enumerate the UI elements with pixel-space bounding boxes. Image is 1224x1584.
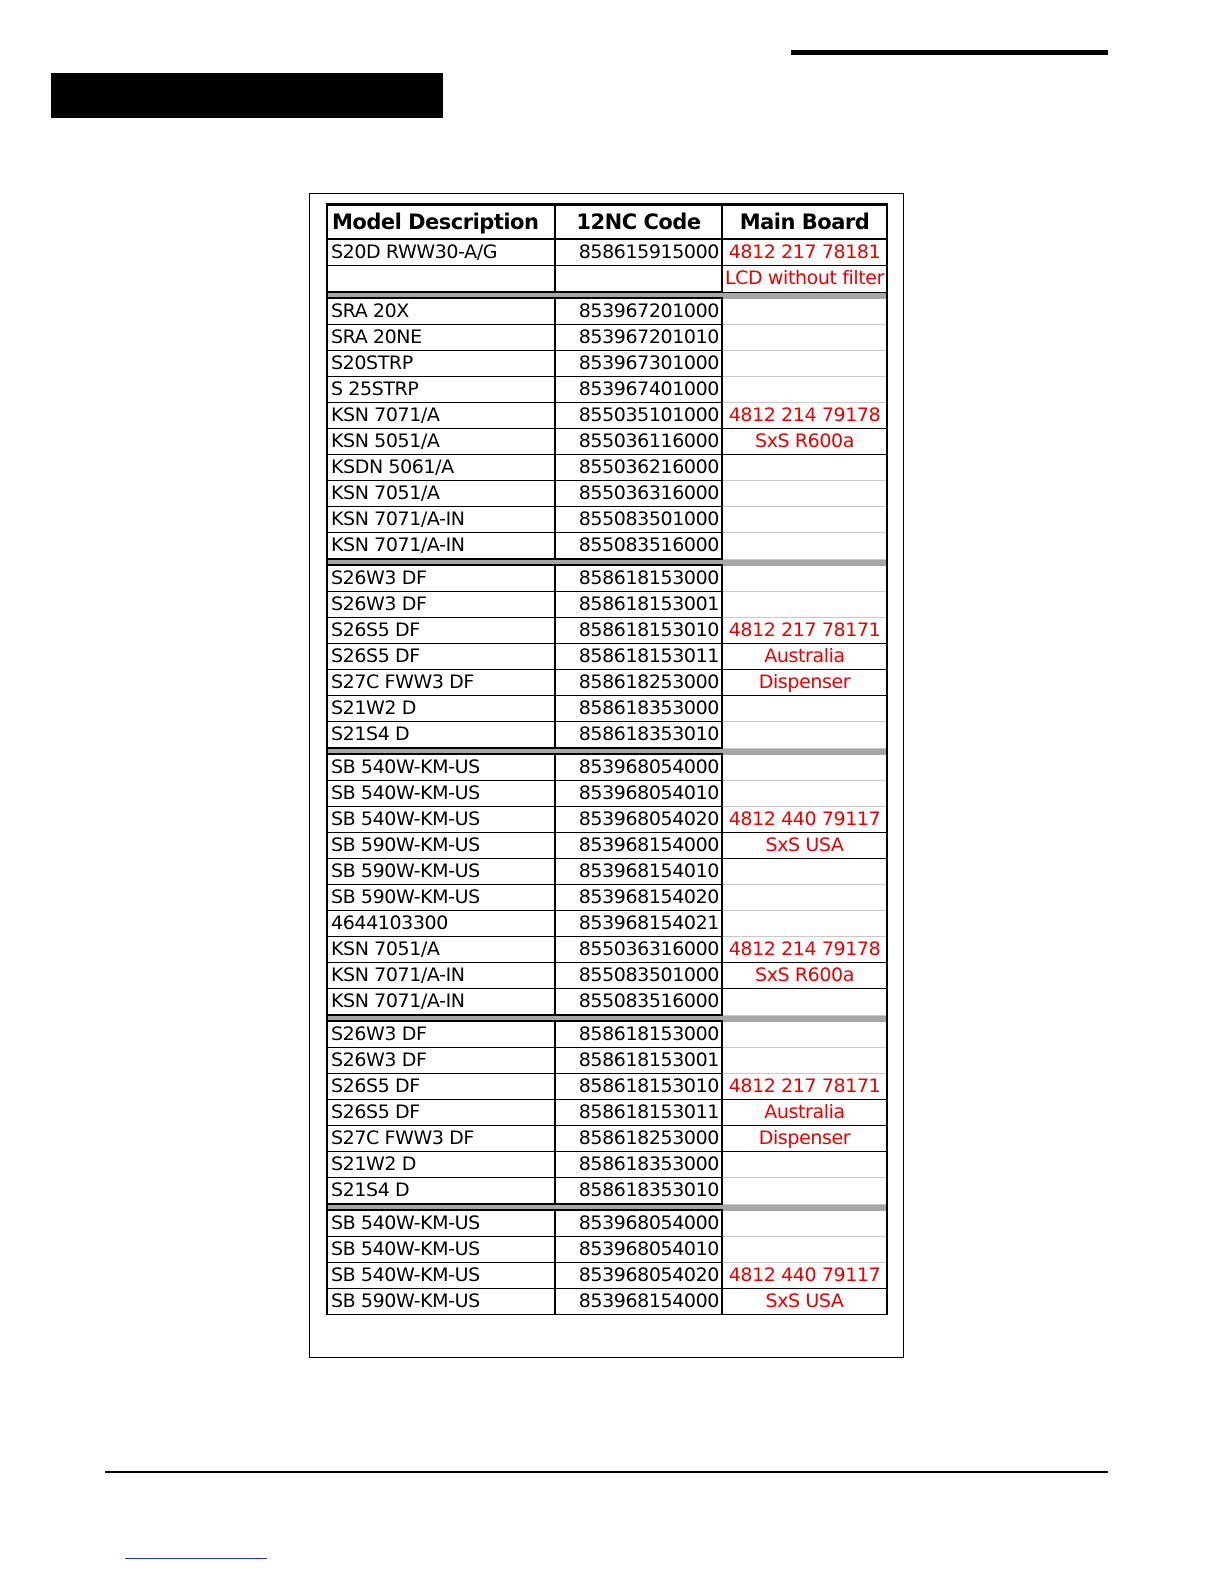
header-black-bar <box>51 73 443 118</box>
table-row <box>327 911 887 937</box>
table-row <box>327 963 887 989</box>
model-description-cell: S26W3 DF <box>327 565 555 592</box>
12nc-code-cell: 855083501000 <box>555 963 722 989</box>
main-board-cell: LCD without filter <box>722 266 887 293</box>
model-description-cell: S21S4 D <box>327 722 555 749</box>
model-description-cell: S 25STRP <box>327 377 555 403</box>
table-row <box>327 1152 887 1178</box>
model-description-cell: KSN 7071/A-IN <box>327 989 555 1016</box>
table-row <box>327 989 887 1016</box>
main-board-cell <box>722 1048 887 1074</box>
header-rule <box>791 50 1108 55</box>
table-row <box>327 507 887 533</box>
parts-table <box>326 203 888 1315</box>
main-board-cell <box>722 298 887 325</box>
main-board-cell <box>722 1237 887 1263</box>
12nc-code-cell: 858618153010 <box>555 618 722 644</box>
12nc-code-cell: 853968054010 <box>555 781 722 807</box>
table-row <box>327 1074 887 1100</box>
main-board-cell: 4812 217 78171 <box>722 1074 887 1100</box>
12nc-code-cell: 858618353000 <box>555 696 722 722</box>
12nc-code-cell: 858618153011 <box>555 644 722 670</box>
12nc-code-cell: 855083501000 <box>555 507 722 533</box>
main-board-cell: 4812 214 79178 <box>722 937 887 963</box>
model-description-cell: S20STRP <box>327 351 555 377</box>
12nc-code-cell: 858618253000 <box>555 1126 722 1152</box>
main-board-cell <box>722 696 887 722</box>
table-row <box>327 455 887 481</box>
main-board-cell <box>722 592 887 618</box>
table-row <box>327 781 887 807</box>
12nc-code-cell: 853968154021 <box>555 911 722 937</box>
table-row <box>327 1021 887 1048</box>
12nc-code-cell: 853967201010 <box>555 325 722 351</box>
table-row <box>327 1048 887 1074</box>
table-row <box>327 885 887 911</box>
model-description-cell: KSN 7071/A-IN <box>327 533 555 560</box>
main-board-cell <box>722 351 887 377</box>
12nc-code-cell: 855035101000 <box>555 403 722 429</box>
model-description-cell: S21S4 D <box>327 1178 555 1205</box>
main-board-cell <box>722 455 887 481</box>
12nc-code-cell: 853967301000 <box>555 351 722 377</box>
table-row <box>327 325 887 351</box>
footer-link-underline <box>125 1558 267 1559</box>
header-main-board: Main Board <box>722 205 887 240</box>
main-board-cell <box>722 377 887 403</box>
table-row <box>327 565 887 592</box>
12nc-code-cell: 858618153000 <box>555 1021 722 1048</box>
table-row <box>327 670 887 696</box>
main-board-cell <box>722 1178 887 1205</box>
table-row <box>327 754 887 781</box>
table-row <box>327 1100 887 1126</box>
table-row <box>327 239 887 266</box>
table-row <box>327 533 887 560</box>
model-description-cell: SB 540W-KM-US <box>327 807 555 833</box>
12nc-code-cell: 853968054020 <box>555 807 722 833</box>
model-description-cell: S27C FWW3 DF <box>327 1126 555 1152</box>
main-board-cell <box>722 481 887 507</box>
main-board-cell: SxS R600a <box>722 963 887 989</box>
12nc-code-cell: 855083516000 <box>555 989 722 1016</box>
model-description-cell: S26S5 DF <box>327 644 555 670</box>
model-description-cell: SB 590W-KM-US <box>327 859 555 885</box>
table-row <box>327 1210 887 1237</box>
12nc-code-cell: 858618153001 <box>555 592 722 618</box>
main-board-cell <box>722 754 887 781</box>
parts-table-body <box>327 239 887 1315</box>
model-description-cell: KSN 7051/A <box>327 937 555 963</box>
model-description-cell: SB 540W-KM-US <box>327 1263 555 1289</box>
main-board-cell <box>722 781 887 807</box>
table-row <box>327 298 887 325</box>
12nc-code-cell: 853967201000 <box>555 298 722 325</box>
main-board-cell: Dispenser <box>722 1126 887 1152</box>
12nc-code-cell: 855036316000 <box>555 481 722 507</box>
table-row <box>327 644 887 670</box>
table-row <box>327 481 887 507</box>
12nc-code-cell: 853968054000 <box>555 754 722 781</box>
main-board-cell <box>722 565 887 592</box>
model-description-cell: KSN 7051/A <box>327 481 555 507</box>
main-board-cell: Australia <box>722 1100 887 1126</box>
model-description-cell: SB 590W-KM-US <box>327 1289 555 1315</box>
model-description-cell: S27C FWW3 DF <box>327 670 555 696</box>
main-board-cell <box>722 507 887 533</box>
12nc-code-cell: 858618153001 <box>555 1048 722 1074</box>
12nc-code-cell: 858618153010 <box>555 1074 722 1100</box>
12nc-code-cell: 858615915000 <box>555 239 722 266</box>
main-board-cell: 4812 440 79117 <box>722 807 887 833</box>
table-row <box>327 618 887 644</box>
model-description-cell: KSN 7071/A-IN <box>327 507 555 533</box>
model-description-cell: KSN 7071/A-IN <box>327 963 555 989</box>
12nc-code-cell: 853968154000 <box>555 833 722 859</box>
model-description-cell: 4644103300 <box>327 911 555 937</box>
12nc-code-cell: 853968054010 <box>555 1237 722 1263</box>
table-row <box>327 592 887 618</box>
table-row <box>327 1289 887 1315</box>
main-board-cell: Australia <box>722 644 887 670</box>
12nc-code-cell: 858618353010 <box>555 722 722 749</box>
12nc-code-cell: 858618253000 <box>555 670 722 696</box>
model-description-cell: S26W3 DF <box>327 1021 555 1048</box>
main-board-cell <box>722 1152 887 1178</box>
model-description-cell: SRA 20X <box>327 298 555 325</box>
model-description-cell: SRA 20NE <box>327 325 555 351</box>
12nc-code-cell: 853968154020 <box>555 885 722 911</box>
table-header-row <box>327 205 887 240</box>
model-description-cell: S26S5 DF <box>327 1074 555 1100</box>
model-description-cell: S26S5 DF <box>327 1100 555 1126</box>
table-row <box>327 403 887 429</box>
table-row <box>327 696 887 722</box>
main-board-cell <box>722 859 887 885</box>
model-description-cell: S26S5 DF <box>327 618 555 644</box>
table-row <box>327 722 887 749</box>
footer-rule <box>105 1471 1108 1473</box>
model-description-cell: KSN 7071/A <box>327 403 555 429</box>
table-row <box>327 266 887 293</box>
12nc-code-cell: 858618353000 <box>555 1152 722 1178</box>
12nc-code-cell: 858618153000 <box>555 565 722 592</box>
main-board-cell <box>722 533 887 560</box>
12nc-code-cell: 853968154010 <box>555 859 722 885</box>
main-board-cell <box>722 885 887 911</box>
table-row <box>327 1237 887 1263</box>
12nc-code-cell: 853967401000 <box>555 377 722 403</box>
model-description-cell: S26W3 DF <box>327 1048 555 1074</box>
table-row <box>327 1263 887 1289</box>
main-board-cell: 4812 214 79178 <box>722 403 887 429</box>
12nc-code-cell: 853968054020 <box>555 1263 722 1289</box>
table-row <box>327 1178 887 1205</box>
main-board-cell: SxS USA <box>722 1289 887 1315</box>
main-board-cell <box>722 911 887 937</box>
main-board-cell: 4812 217 78181 <box>722 239 887 266</box>
main-board-cell <box>722 1210 887 1237</box>
main-board-cell: Dispenser <box>722 670 887 696</box>
12nc-code-cell <box>555 266 722 293</box>
model-description-cell <box>327 266 555 293</box>
12nc-code-cell: 858618353010 <box>555 1178 722 1205</box>
table-row <box>327 833 887 859</box>
12nc-code-cell: 855083516000 <box>555 533 722 560</box>
main-board-cell: SxS USA <box>722 833 887 859</box>
model-description-cell: S21W2 D <box>327 1152 555 1178</box>
12nc-code-cell: 855036116000 <box>555 429 722 455</box>
main-board-cell: 4812 217 78171 <box>722 618 887 644</box>
model-description-cell: SB 540W-KM-US <box>327 1237 555 1263</box>
table-row <box>327 859 887 885</box>
table-row <box>327 429 887 455</box>
main-board-cell <box>722 989 887 1016</box>
model-description-cell: SB 540W-KM-US <box>327 754 555 781</box>
model-description-cell: S20D RWW30-A/G <box>327 239 555 266</box>
12nc-code-cell: 858618153011 <box>555 1100 722 1126</box>
12nc-code-cell: 853968154000 <box>555 1289 722 1315</box>
main-board-cell: 4812 440 79117 <box>722 1263 887 1289</box>
model-description-cell: KSDN 5061/A <box>327 455 555 481</box>
main-board-cell <box>722 722 887 749</box>
model-description-cell: SB 540W-KM-US <box>327 781 555 807</box>
model-description-cell: S26W3 DF <box>327 592 555 618</box>
12nc-code-cell: 855036316000 <box>555 937 722 963</box>
main-board-cell <box>722 325 887 351</box>
header-12nc-code: 12NC Code <box>555 205 722 240</box>
model-description-cell: SB 590W-KM-US <box>327 833 555 859</box>
12nc-code-cell: 855036216000 <box>555 455 722 481</box>
table-row <box>327 351 887 377</box>
table-row <box>327 377 887 403</box>
main-board-cell <box>722 1021 887 1048</box>
main-board-cell: SxS R600a <box>722 429 887 455</box>
model-description-cell: SB 590W-KM-US <box>327 885 555 911</box>
table-row <box>327 807 887 833</box>
table-row <box>327 1126 887 1152</box>
model-description-cell: KSN 5051/A <box>327 429 555 455</box>
header-model-description: Model Description <box>327 205 555 240</box>
table-row <box>327 937 887 963</box>
model-description-cell: S21W2 D <box>327 696 555 722</box>
12nc-code-cell: 853968054000 <box>555 1210 722 1237</box>
model-description-cell: SB 540W-KM-US <box>327 1210 555 1237</box>
